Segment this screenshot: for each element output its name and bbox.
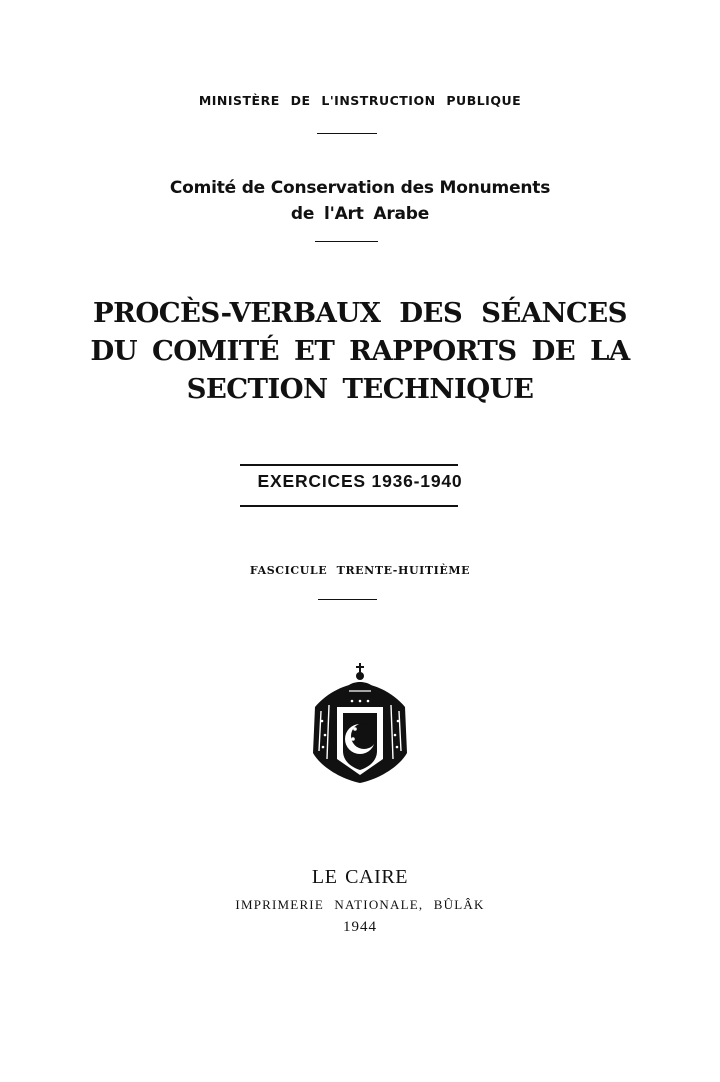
divider-rule bbox=[317, 133, 377, 134]
document-title-line1: PROCÈS-VERBAUX DES SÉANCES bbox=[93, 297, 627, 329]
divider-rule bbox=[318, 599, 377, 600]
fascicule-number: FASCICULE TRENTE-HUITIÈME bbox=[249, 564, 471, 577]
printer-name: IMPRIMERIE NATIONALE, BÛLÂK bbox=[235, 897, 485, 912]
document-title-line2: DU COMITÉ ET RAPPORTS DE LA bbox=[90, 335, 630, 367]
publication-city: LE CAIRE bbox=[311, 866, 409, 888]
exercices-years: EXERCICES 1936-1940 bbox=[257, 471, 463, 491]
committee-name-line2: de l'Art Arabe bbox=[290, 204, 430, 224]
royal-coat-of-arms-icon bbox=[311, 661, 409, 785]
document-title-line3: SECTION TECHNIQUE bbox=[186, 373, 534, 405]
exercices-bottom-rule bbox=[240, 505, 458, 507]
committee-name-line1: Comité de Conservation des Monuments bbox=[169, 178, 551, 198]
exercices-top-rule bbox=[240, 464, 458, 466]
publication-year: 1944 bbox=[343, 919, 377, 935]
divider-rule bbox=[315, 241, 378, 242]
ministry-heading: MINISTÈRE DE L'INSTRUCTION PUBLIQUE bbox=[198, 93, 522, 108]
